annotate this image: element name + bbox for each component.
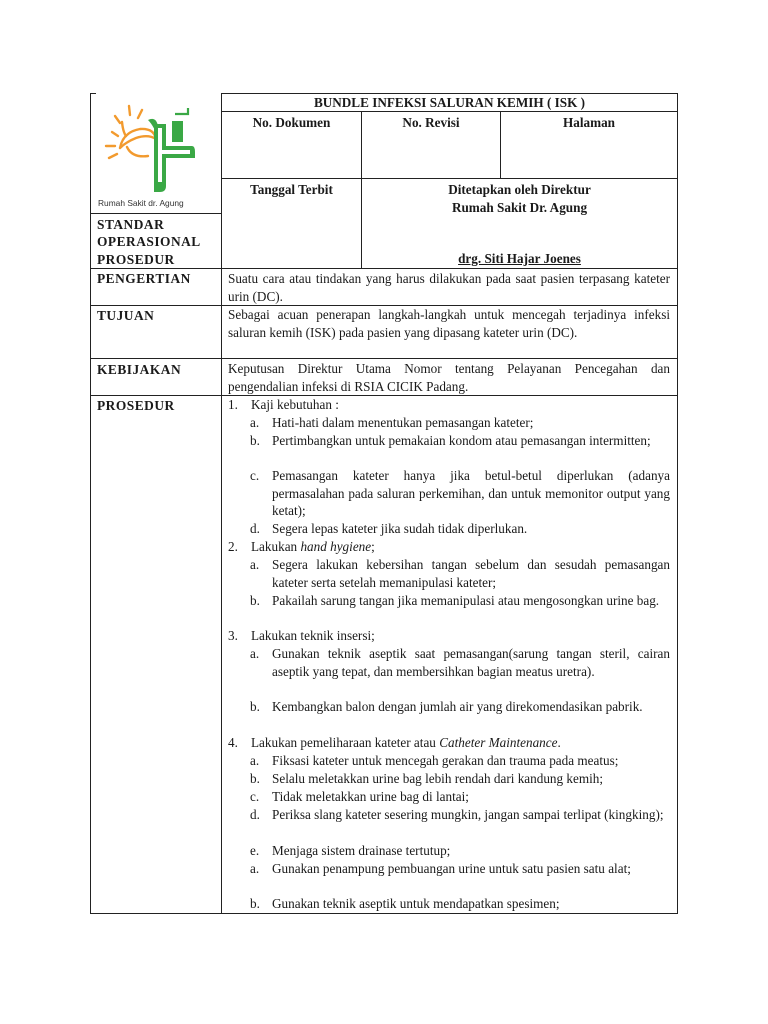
sub-item-letter: a.: [250, 861, 260, 876]
sub-item-letter: b.: [250, 699, 260, 714]
sub-item-letter: b.: [250, 593, 260, 608]
sub-item-text: Pakailah sarung tangan jika memanipulasi atau mengosongkan urine bag.: [272, 593, 660, 608]
sub-item-letter: a.: [250, 415, 260, 430]
tujuan-label: TUJUAN: [97, 308, 155, 323]
sub-item-text: Periksa slang kateter sesering mungkin, jangan sampai terlipat (kingking);: [272, 807, 664, 822]
sub-item-text: Pemasangan kateter hanya jika betul-betul diperlukan (adanya permasalahan pada saluran perkemihan, dan untuk memonitor output yang ketat);: [272, 468, 670, 519]
table-border: [90, 93, 91, 914]
sub-item-letter: b.: [250, 771, 260, 786]
table-border: [221, 93, 222, 914]
tanggal-terbit-label: Tanggal Terbit: [250, 182, 333, 197]
step-number: 4.: [228, 735, 238, 750]
sub-item-text: Segera lakukan kebersihan tangan sebelum dan sesudah pemasangan kateter serta setelah memanipulasi kateter;: [272, 557, 670, 590]
sub-item-letter: c.: [250, 468, 260, 483]
prosedur-label: PROSEDUR: [97, 398, 175, 413]
sop-label-line3: PROSEDUR: [97, 252, 175, 267]
sub-item-text: Gunakan teknik aseptik untuk mendapatkan spesimen;: [272, 896, 560, 911]
sub-item-text: Kembangkan balon dengan jumlah air yang direkomendasikan pabrik.: [272, 699, 643, 714]
kebijakan-label: KEBIJAKAN: [97, 362, 182, 377]
sub-item-text: Gunakan teknik aseptik saat pemasangan(sarung tangan steril, cairan aseptik yang tepat, dan membersihkan bagian meatus uretra).: [272, 646, 670, 679]
step-number: 3.: [228, 628, 238, 643]
logo-caption: Rumah Sakit dr. Agung: [98, 198, 184, 208]
table-border: [677, 93, 678, 914]
sub-item-letter: b.: [250, 433, 260, 448]
ditetapkan-line2: Rumah Sakit Dr. Agung: [451, 200, 588, 215]
sub-item-letter: c.: [250, 789, 260, 804]
sub-item-letter: a.: [250, 646, 260, 661]
step-title-punct: .: [557, 735, 561, 750]
col-halaman: Halaman: [562, 115, 616, 130]
sub-item-text: Gunakan penampung pembuangan urine untuk satu pasien satu alat;: [272, 861, 631, 876]
sub-item-letter: a.: [250, 557, 260, 572]
step-title-text: Lakukan: [251, 539, 301, 554]
step-number: 2.: [228, 539, 238, 554]
sub-item-text: Pertimbangkan untuk pemakaian kondom atau pemasangan intermitten;: [272, 433, 651, 448]
sub-item-text: Tidak meletakkan urine bag di lantai;: [272, 789, 469, 804]
step-title: [251, 538, 670, 556]
sub-item-text: Fiksasi kateter untuk mencegah gerakan dan trauma pada meatus;: [272, 753, 619, 768]
step-title: Lakukan teknik insersi;: [251, 628, 375, 643]
kebijakan-text: Keputusan Direktur Utama Nomor tentang Pelayanan Pencegahan dan pengendalian infeksi di RSIA CICIK Padang.: [228, 361, 670, 394]
ditetapkan-line1: Ditetapkan oleh Direktur: [448, 182, 591, 197]
sop-label-line2: OPERASIONAL: [97, 234, 201, 249]
sub-item-text: Menjaga sistem drainase tertutup;: [272, 843, 451, 858]
col-no-revisi: No. Revisi: [402, 115, 460, 130]
sub-item-text: Segera lepas kateter jika sudah tidak diperlukan.: [272, 521, 528, 536]
sub-item-letter: d.: [250, 521, 260, 536]
step-title-text: Lakukan pemeliharaan kateter atau: [251, 735, 440, 750]
step-title-punct: ;: [371, 539, 375, 554]
tujuan-text: Sebagai acuan penerapan langkah-langkah untuk mencegah terjadinya infeksi saluran kemih (ISK) pada pasien yang dipasang kateter urin (DC).: [228, 307, 670, 340]
step-title-italic: Catheter Maintenance: [439, 735, 558, 750]
table-border: [221, 111, 678, 112]
sub-item-letter: e.: [250, 843, 260, 858]
signatory-name-text: drg. Siti Hajar Joenes: [458, 251, 581, 266]
step-number: 1.: [228, 397, 238, 412]
col-no-dokumen: No. Dokumen: [252, 115, 331, 130]
signatory-name: [362, 250, 677, 267]
table-border: [90, 358, 678, 359]
document-title: BUNDLE INFEKSI SALURAN KEMIH ( ISK ): [313, 95, 586, 110]
step-title: [251, 734, 670, 752]
sub-item-letter: d.: [250, 807, 260, 822]
table-border: [90, 913, 678, 914]
sun-cross-logo-icon: [96, 96, 214, 214]
sub-item-letter: b.: [250, 896, 260, 911]
pengertian-text: Suatu cara atau tindakan yang harus dilakukan pada saat pasien terpasang kateter urin (DC).: [228, 271, 670, 304]
pengertian-label: PENGERTIAN: [97, 271, 191, 286]
table-border: [221, 178, 678, 179]
sub-item-letter: a.: [250, 753, 260, 768]
table-border: [90, 268, 678, 269]
step-title-italic: hand hygiene: [300, 539, 372, 554]
sub-item-text: Hati-hati dalam menentukan pemasangan kateter;: [272, 415, 534, 430]
sub-item-text: Selalu meletakkan urine bag lebih rendah dari kandung kemih;: [272, 771, 604, 786]
sop-label-line1: STANDAR: [97, 217, 165, 232]
hospital-logo: [96, 96, 214, 214]
step-title: Kaji kebutuhan :: [251, 397, 339, 412]
